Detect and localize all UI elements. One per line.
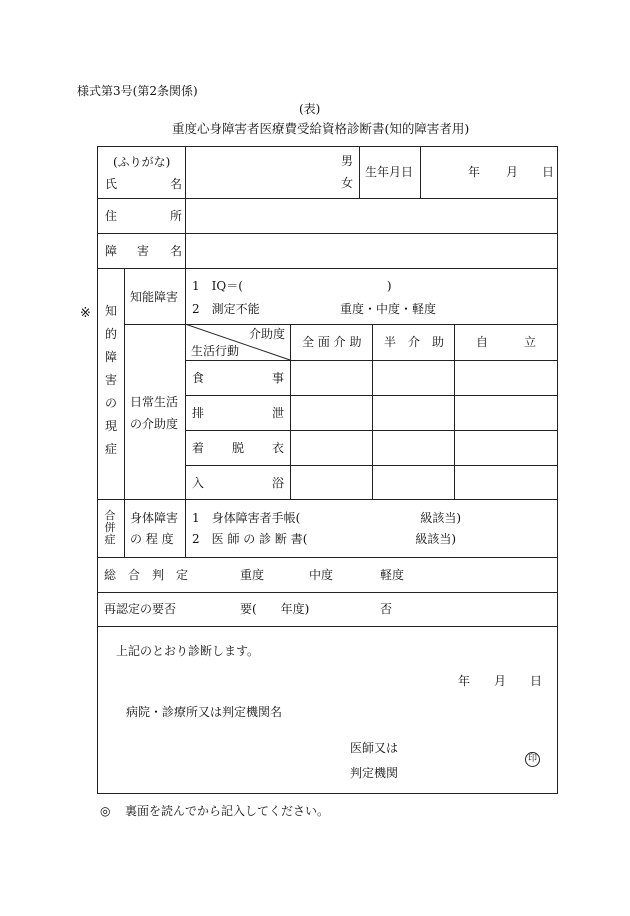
complication-label-1: 身体障害 xyxy=(130,511,179,525)
furigana-label: (ふりがな) xyxy=(113,155,171,169)
row-dressing-right: 衣 xyxy=(272,441,285,455)
column-half-assist: 半 介 助 xyxy=(384,335,445,349)
unmeasurable-line[interactable]: 2 測定不能 xyxy=(192,302,260,316)
disability-label-2: 害 xyxy=(137,244,150,258)
sign-day-unit: 日 xyxy=(530,674,543,688)
overall-label: 総 合 判 定 xyxy=(104,568,189,582)
daily-life-label-1: 日常生活 xyxy=(130,395,179,409)
row-meal-left: 食 xyxy=(192,371,205,385)
column-full-assist: 全 面 介 助 xyxy=(302,335,362,349)
name-label-2: 名 xyxy=(170,177,183,191)
sex-female[interactable]: 女 xyxy=(341,176,354,190)
diagnosis-statement: 上記のとおり診断します。 xyxy=(116,644,260,658)
birth-year-unit: 年 xyxy=(468,165,481,179)
overall-moderate[interactable]: 中度 xyxy=(309,568,334,582)
recert-label: 再認定の要否 xyxy=(104,602,177,616)
page-title: 重度心身障害者医療費受給資格診断書(知的障害者用) xyxy=(172,121,470,136)
complication-line-2[interactable]: 2 医 師 の 診 断 書( 級該当) xyxy=(192,532,457,546)
recert-not-required[interactable]: 否 xyxy=(380,602,393,616)
form-frame xyxy=(97,146,558,794)
overall-severe[interactable]: 重度 xyxy=(240,568,265,582)
row-dressing-left: 着 xyxy=(192,441,205,455)
row-excretion-left: 排 xyxy=(192,406,205,420)
row-dressing-middle: 脱 xyxy=(232,441,245,455)
disability-label-3: 名 xyxy=(170,244,183,258)
row-bathing-right: 浴 xyxy=(272,476,285,490)
complication-vertical-label: 合 併 症 xyxy=(104,509,116,546)
doctor-label-1: 医師又は xyxy=(350,741,399,755)
sex-male[interactable]: 男 xyxy=(341,154,354,168)
column-independent: 自 立 xyxy=(476,335,537,349)
diag-top-label: 介助度 xyxy=(249,327,286,341)
overall-mild[interactable]: 軽度 xyxy=(380,568,405,582)
current-status-vertical-label: 知 的 障 害 の 現 症 xyxy=(105,304,118,456)
address-label-1: 住 xyxy=(105,209,118,223)
doctor-label-2: 判定機関 xyxy=(350,766,399,780)
sign-year-unit: 年 xyxy=(458,674,471,688)
severity-options[interactable]: 重度・中度・軽度 xyxy=(340,302,437,316)
reference-mark: ※ xyxy=(80,306,91,321)
form-number: 様式第3号(第2条関係) xyxy=(77,84,198,98)
seal-icon: 印 xyxy=(525,752,540,767)
note-mark: ◎ xyxy=(100,804,111,818)
intellectual-label: 知能障害 xyxy=(130,290,179,304)
daily-life-label-2: の介助度 xyxy=(130,417,179,431)
complication-line-1[interactable]: 1 身体障害者手帳( 級該当) xyxy=(192,511,461,525)
disability-label-1: 障 xyxy=(105,244,118,258)
facility-label: 病院・診療所又は判定機関名 xyxy=(126,705,283,719)
complication-label-2: の 程 度 xyxy=(130,532,174,546)
birth-month-unit: 月 xyxy=(506,165,519,179)
diag-bottom-label: 生活行動 xyxy=(191,344,240,358)
birth-day-unit: 日 xyxy=(542,165,555,179)
footer-note: 裏面を読んでから記入してください。 xyxy=(125,804,330,818)
name-label-1: 氏 xyxy=(105,177,118,191)
row-meal-right: 事 xyxy=(272,371,285,385)
sign-month-unit: 月 xyxy=(494,674,507,688)
row-excretion-right: 泄 xyxy=(272,406,285,420)
iq-line[interactable]: 1 IQ＝( ) xyxy=(192,279,392,293)
address-label-2: 所 xyxy=(170,209,183,223)
recert-required[interactable]: 要( 年度) xyxy=(240,602,310,616)
side-label: (表) xyxy=(299,102,321,116)
birth-date-label: 生年月日 xyxy=(365,165,414,179)
row-bathing-left: 入 xyxy=(192,476,205,490)
